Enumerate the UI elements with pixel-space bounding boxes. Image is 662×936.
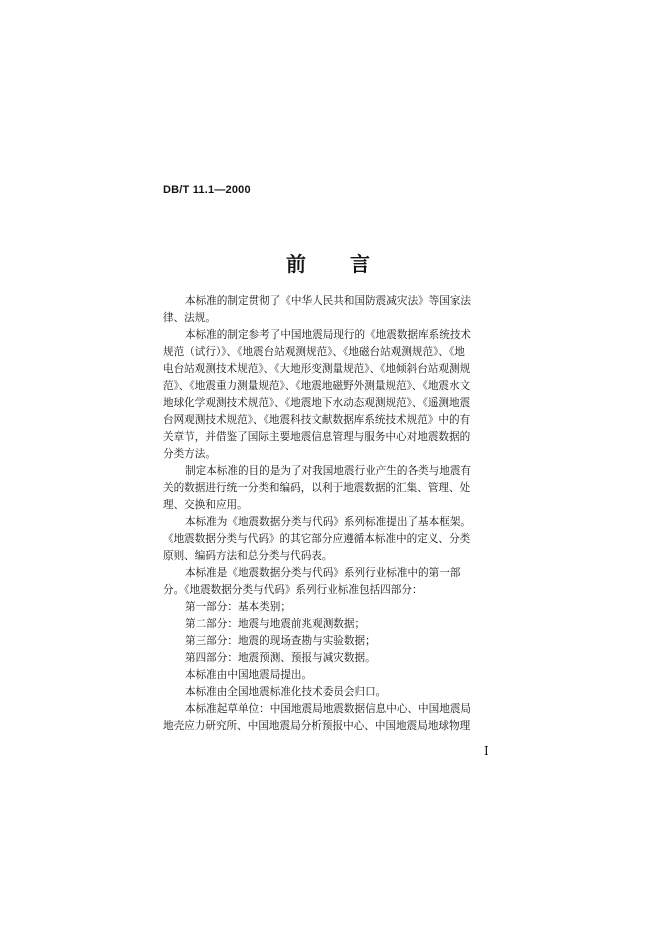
body-line: 电台站观测技术规范》、《大地形变测量规范》、《地倾斜台站观测规	[163, 363, 471, 375]
body-line: 制定本标准的目的是为了对我国地震行业产生的各类与地震有	[185, 465, 472, 477]
body-line: 第一部分：基本类别；	[185, 601, 291, 613]
body-line: 分。《地震数据分类与代码》系列行业标准包括四部分：	[163, 584, 423, 596]
body-line: 第二部分：地震与地震前兆观测数据；	[185, 618, 366, 630]
body-line: 《地震数据分类与代码》的其它部分应遵循本标准中的定义、分类	[163, 533, 471, 545]
body-line: 本标准起草单位：中国地震局地震数据信息中心、中国地震局	[185, 703, 472, 715]
body-line: 本标准由中国地震局提出。	[185, 669, 313, 681]
body-line: 律、法规。	[163, 312, 216, 324]
body-line: 范》、《地震重力测量规范》、《地震地磁野外测量规范》、《地震水文	[163, 380, 471, 392]
body-line: 本标准为《地震数据分类与代码》系列标准提出了基本框架。	[185, 516, 472, 528]
body-line: 关章节，并借鉴了国际主要地震信息管理与服务中心对地震数据的	[163, 431, 471, 443]
body-line: 原则、编码方法和总分类与代码表。	[163, 550, 333, 562]
body-line: 本标准是《地震数据分类与代码》系列行业标准中的第一部	[185, 567, 461, 579]
body-line: 本标准由全国地震标准化技术委员会归口。	[185, 686, 387, 698]
body-line: 台网观测技术规范》、《地震科技文献数据库系统技术规范》中的有	[163, 414, 471, 426]
body-line: 关的数据进行统一分类和编码，以利于地震数据的汇集、管理、处	[163, 482, 471, 494]
page-title: 前言	[286, 252, 414, 276]
body-line: 地壳应力研究所、中国地震局分析预报中心、中国地震局地球物理	[163, 720, 471, 732]
page-number: I	[484, 744, 489, 758]
body-line: 本标准的制定参考了中国地震局现行的《地震数据库系统技术	[185, 329, 472, 341]
body-line: 本标准的制定贯彻了《中华人民共和国防震减灾法》等国家法	[185, 295, 472, 307]
body-text	[163, 293, 503, 735]
standard-code: DB/T 11.1—2000	[163, 184, 251, 196]
body-line: 理、交换和应用。	[163, 499, 248, 511]
body-line: 第四部分：地震预测、预报与减灾数据。	[185, 652, 376, 664]
body-line: 第三部分：地震的现场查勘与实验数据；	[185, 635, 376, 647]
body-line: 分类方法。	[163, 448, 216, 460]
body-line: 地球化学观测技术规范》、《地震地下水动态观测规范》、《遥测地震	[163, 397, 471, 409]
body-line: 规范（试行）》、《地震台站观测规范》、《地磁台站观测规范》、《地	[163, 346, 465, 358]
